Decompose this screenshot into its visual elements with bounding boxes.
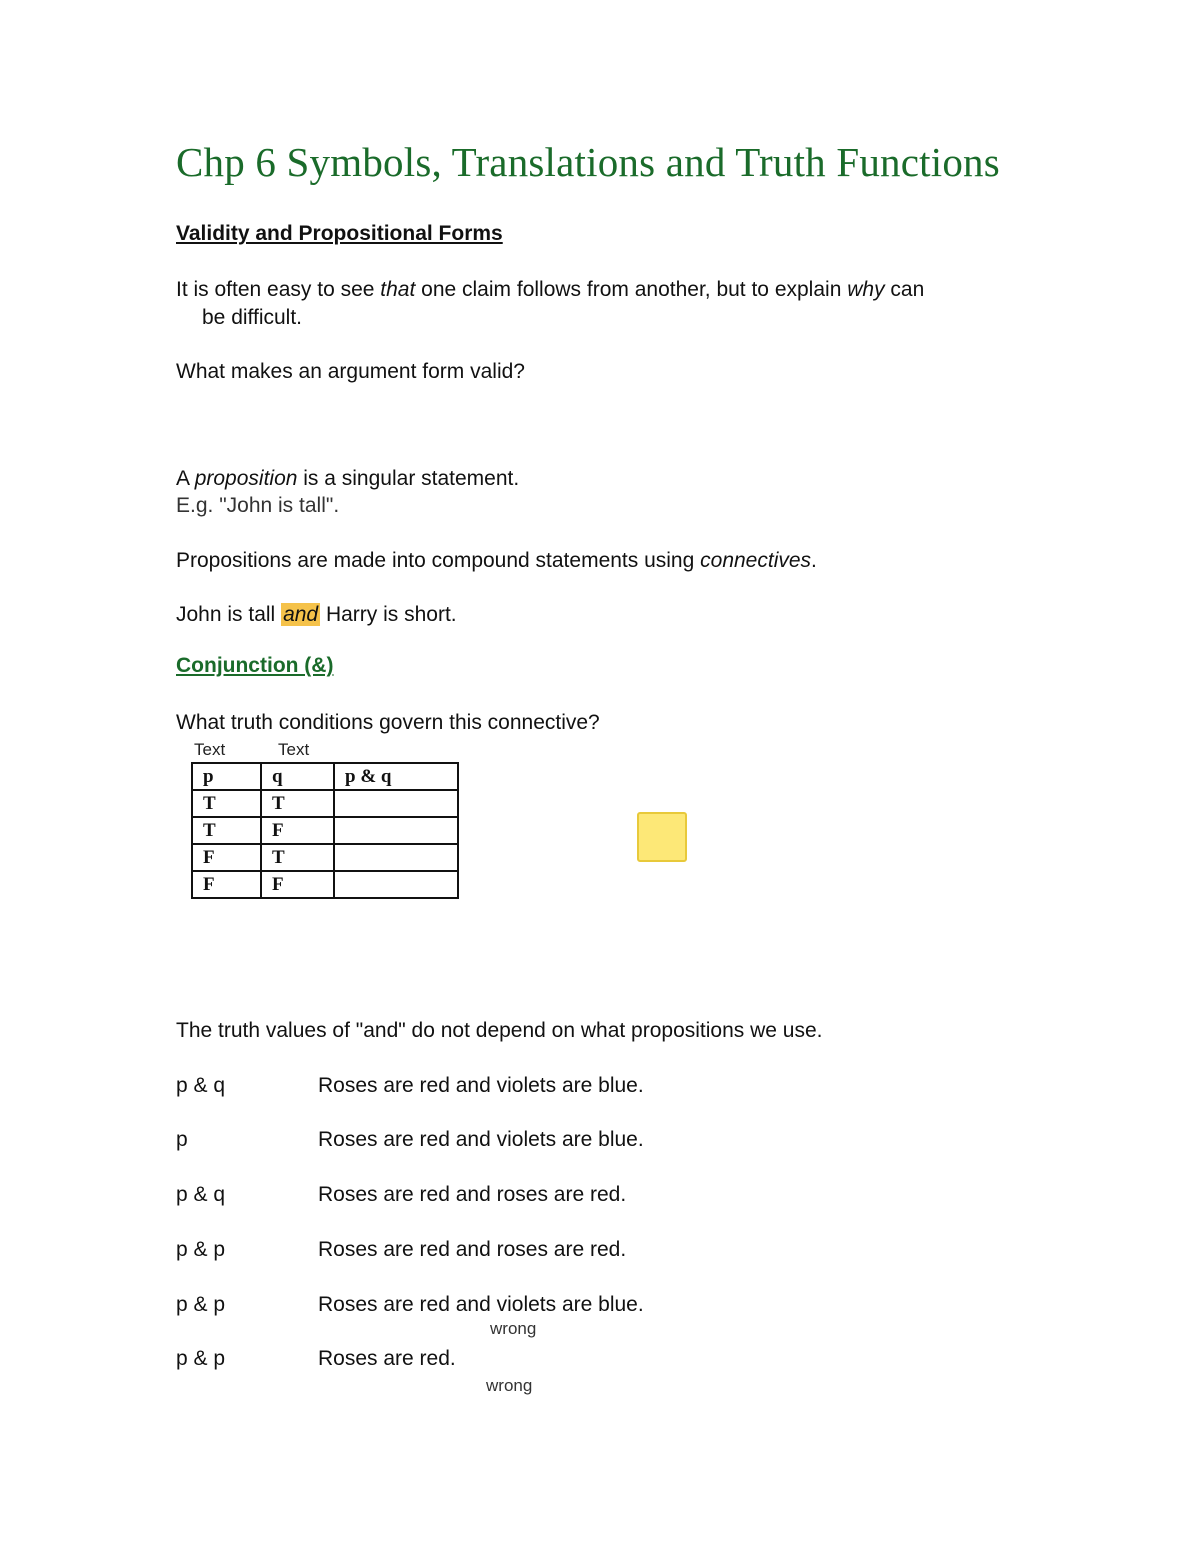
section-heading-validity: Validity and Propositional Forms bbox=[176, 222, 503, 245]
wrong-annotation: wrong bbox=[490, 1319, 537, 1338]
text-fragment: one claim follows from another, but to explain bbox=[415, 278, 848, 301]
table-cell: F bbox=[261, 817, 334, 844]
table-cell: F bbox=[261, 871, 334, 898]
header-cell: q bbox=[261, 763, 334, 790]
header-cell: p bbox=[192, 763, 261, 790]
text-fragment: Propositions are made into compound statements using bbox=[176, 549, 701, 572]
emphasis-proposition: proposition bbox=[194, 467, 298, 490]
emphasis-why: why bbox=[847, 278, 885, 301]
connectives-line bbox=[176, 547, 817, 575]
table-cell: T bbox=[261, 844, 334, 871]
table-cell: T bbox=[192, 790, 261, 817]
question-valid-form: What makes an argument form valid? bbox=[176, 360, 525, 383]
table-cell[interactable] bbox=[334, 790, 458, 817]
proposition-definition bbox=[176, 465, 519, 493]
table-cell: T bbox=[261, 790, 334, 817]
wrong-annotation: wrong bbox=[486, 1376, 533, 1395]
text-fragment: Harry is short. bbox=[320, 603, 457, 626]
text-fragment: . bbox=[811, 549, 817, 572]
text-fragment: A bbox=[176, 467, 195, 490]
form-symbol: p & p bbox=[176, 1238, 226, 1261]
form-sentence: Roses are red and roses are red. bbox=[318, 1238, 627, 1261]
section-heading-conjunction: Conjunction (&) bbox=[176, 654, 334, 677]
truth-values-line: The truth values of "and" do not depend on what propositions we use. bbox=[176, 1019, 823, 1042]
highlight-and: and bbox=[283, 603, 319, 626]
table-row bbox=[192, 790, 458, 817]
text-fragment: John is tall bbox=[176, 603, 282, 626]
text-fragment: can bbox=[884, 278, 925, 301]
paragraph-easy-to-see bbox=[176, 276, 924, 304]
form-symbol: p & q bbox=[176, 1183, 226, 1206]
table-row bbox=[192, 871, 458, 898]
form-sentence: Roses are red and roses are red. bbox=[318, 1183, 627, 1206]
table-cell: T bbox=[192, 817, 261, 844]
table-label: Text bbox=[194, 740, 226, 759]
table-row bbox=[192, 844, 458, 871]
page-title: Chp 6 Symbols, Translations and Truth Functions bbox=[176, 139, 1000, 185]
table-cell: F bbox=[192, 844, 261, 871]
paragraph-continuation: be difficult. bbox=[202, 306, 303, 329]
table-row bbox=[192, 817, 458, 844]
example-line: E.g. "John is tall". bbox=[176, 494, 340, 517]
table-cell[interactable] bbox=[334, 817, 458, 844]
form-symbol: p bbox=[176, 1128, 188, 1151]
sticky-note-icon[interactable] bbox=[637, 812, 687, 862]
header-cell: p & q bbox=[334, 763, 458, 790]
table-cell[interactable] bbox=[334, 844, 458, 871]
form-symbol: p & q bbox=[176, 1074, 226, 1097]
question-truth-conditions: What truth conditions govern this connective? bbox=[176, 711, 600, 734]
form-sentence: Roses are red and violets are blue. bbox=[318, 1074, 644, 1097]
table-cell: F bbox=[192, 871, 261, 898]
table-header-row bbox=[192, 763, 458, 790]
form-symbol: p & p bbox=[176, 1347, 226, 1370]
table-cell[interactable] bbox=[334, 871, 458, 898]
truth-table bbox=[191, 762, 459, 899]
john-example bbox=[176, 601, 457, 629]
form-symbol: p & p bbox=[176, 1293, 226, 1316]
form-sentence: Roses are red. bbox=[318, 1347, 456, 1370]
emphasis-that: that bbox=[380, 278, 416, 301]
text-fragment: It is often easy to see bbox=[176, 278, 381, 301]
emphasis-connectives: connectives bbox=[700, 549, 812, 572]
form-sentence: Roses are red and violets are blue. bbox=[318, 1293, 644, 1316]
form-sentence: Roses are red and violets are blue. bbox=[318, 1128, 644, 1151]
table-label: Text bbox=[278, 740, 310, 759]
text-fragment: is a singular statement. bbox=[297, 467, 520, 490]
